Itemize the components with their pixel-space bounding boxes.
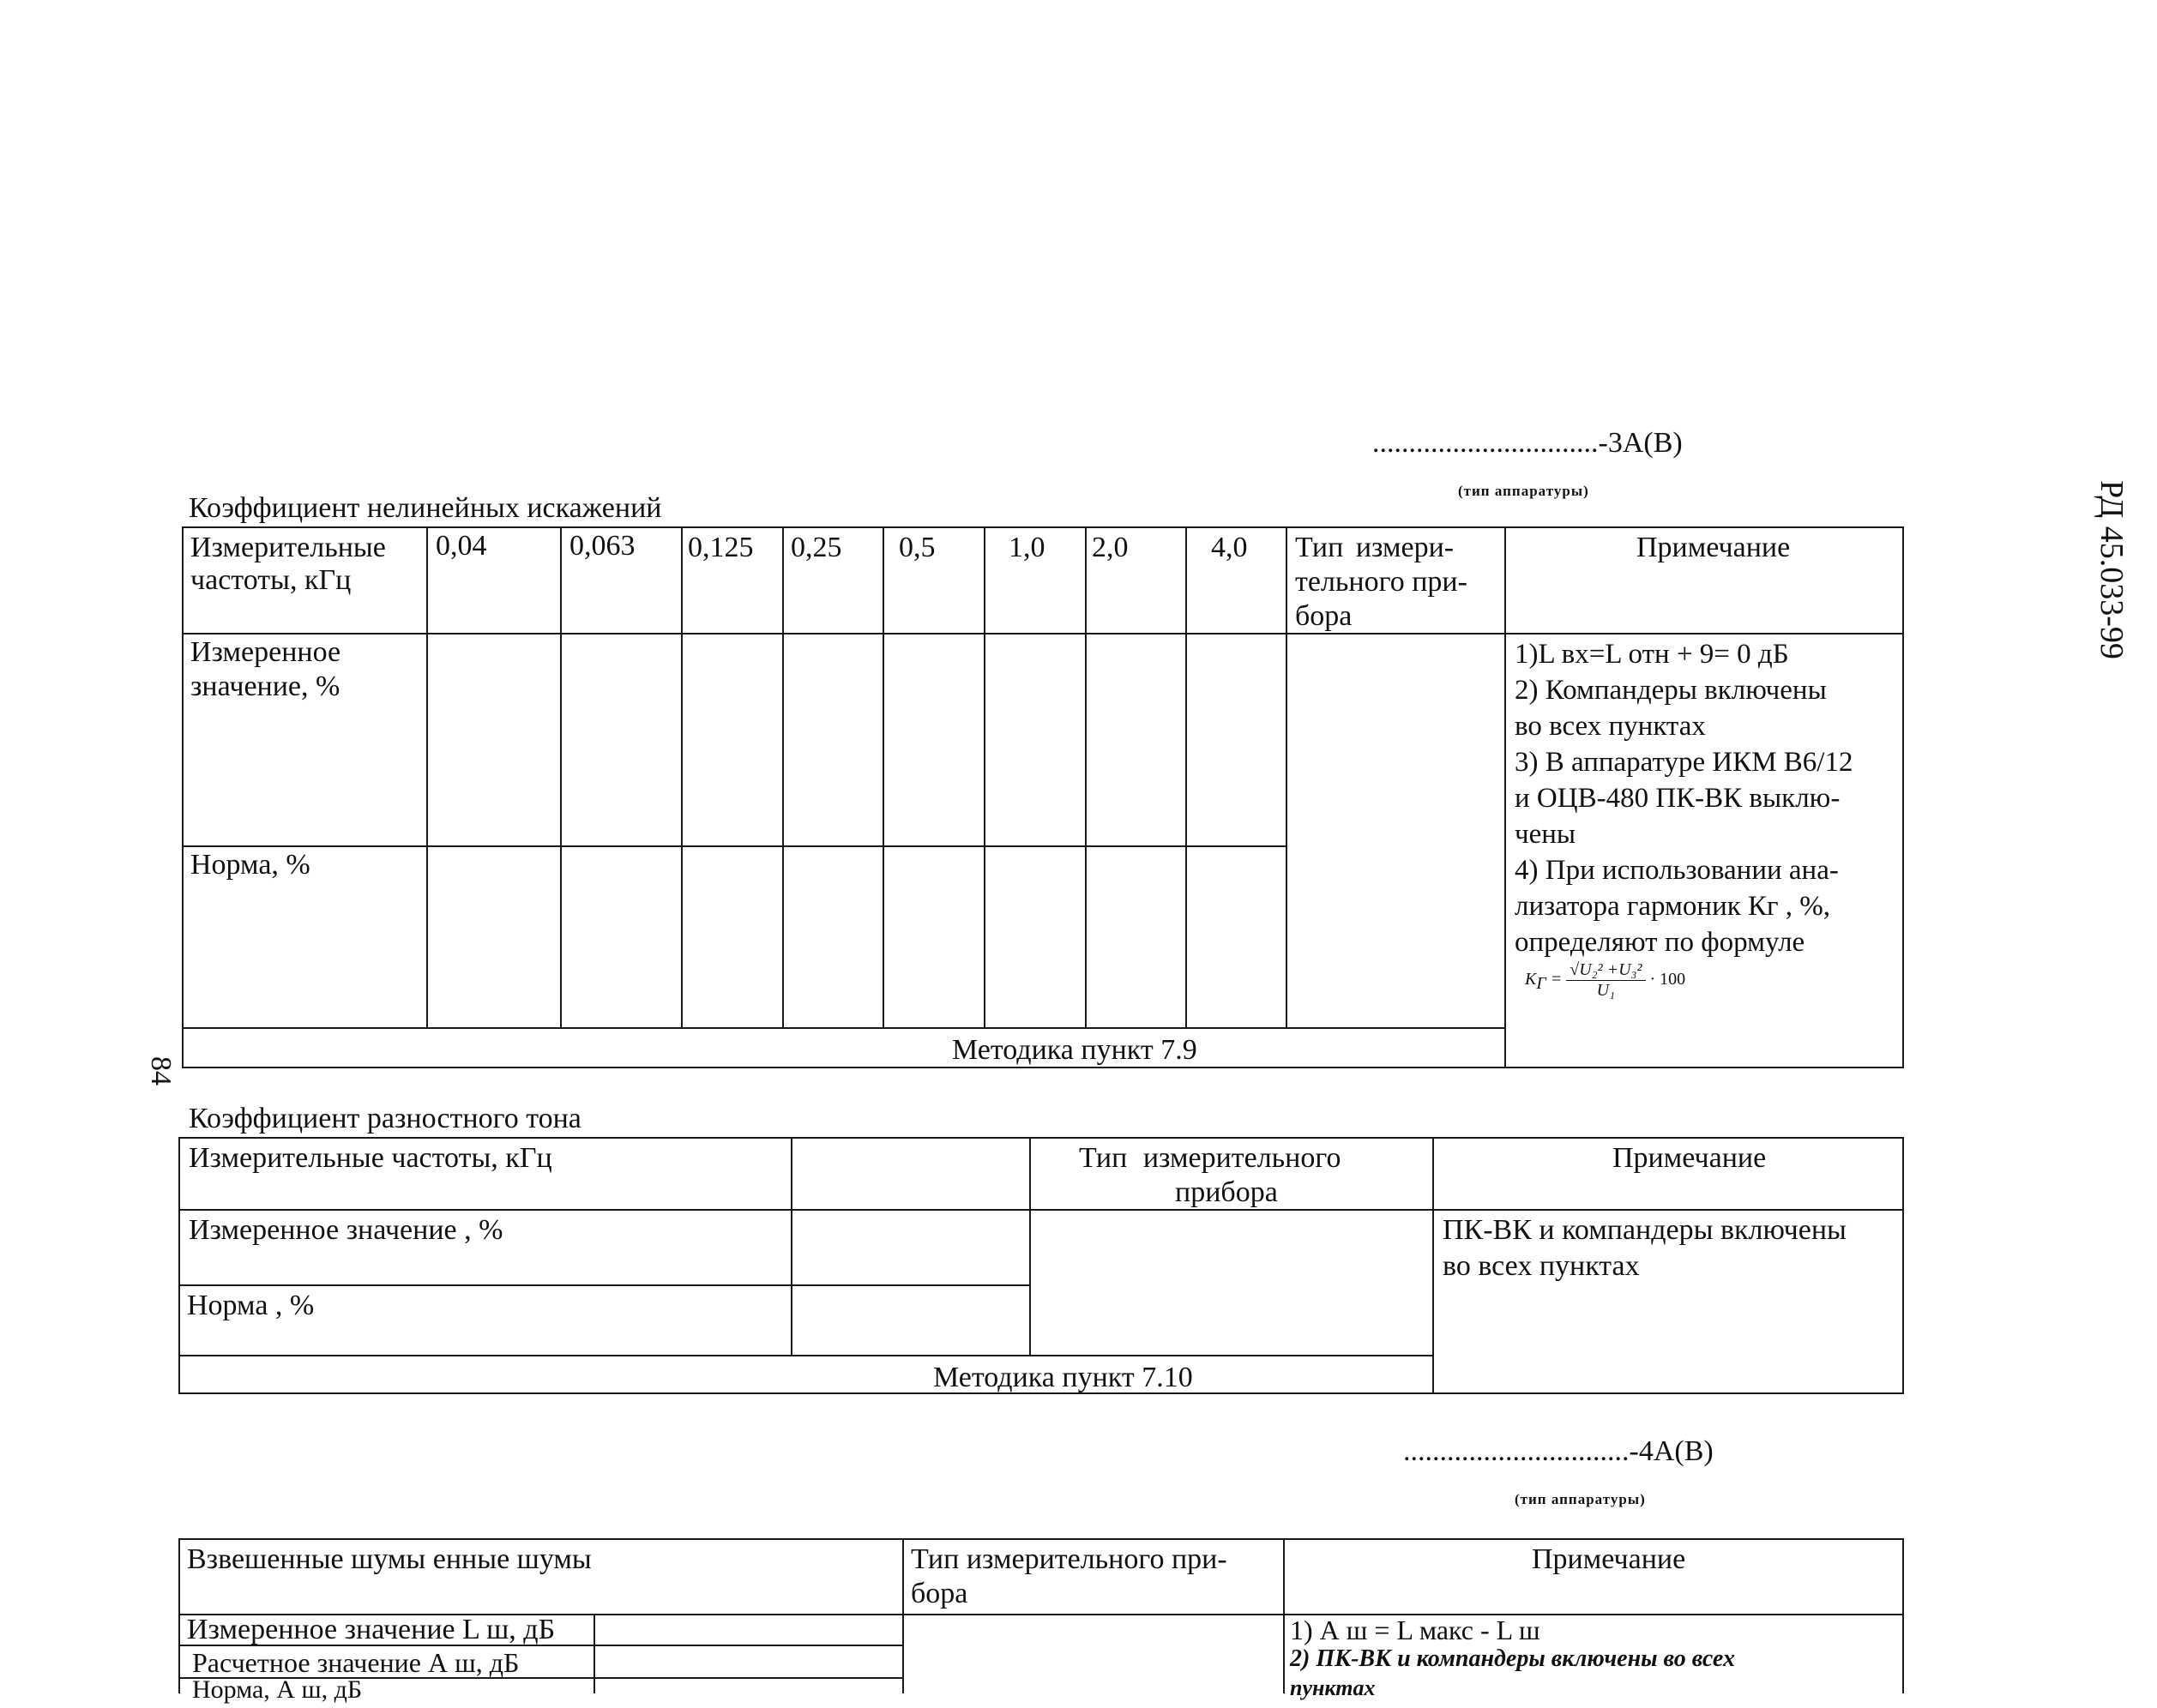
table2-title: Коэффициент разностного тона [189,1103,581,1134]
t1-device-3: бора [1295,600,1353,632]
t1-freq-7: 4,0 [1211,532,1248,563]
t1-measured-1: Измеренное [190,636,341,668]
page-number: 84 [145,1056,177,1086]
t1-note-3c: чены [1515,819,1576,850]
t1-methodology: Методика пункт 7.9 [952,1034,1197,1066]
t2-device-1: Тип измерительного [1079,1142,1341,1174]
t1-freq-0: 0,04 [436,530,487,562]
t1-note-2b: во всех пунктах [1515,711,1706,742]
t3-calc-label: Расчетное значение А ш, дБ [192,1647,520,1678]
t1-norm-label: Норма, % [190,849,310,881]
t1-freq-1: 0,063 [569,530,636,562]
t1-freq-2: 0,125 [688,532,754,563]
t1-device-2: тельного при- [1295,566,1467,598]
t1-device-1: Тип измери- [1295,532,1455,563]
t1-note-3b: и ОЦВ-480 ПК-ВК выклю- [1515,783,1841,814]
t1-notes [1515,636,1897,960]
equipment-type-line-1: ...............................-3А(В) [1372,427,1683,459]
t2-freq-label: Измерительные частоты, кГц [189,1142,552,1174]
t1-freq-4: 0,5 [899,532,936,563]
t2-note-header: Примечание [1612,1142,1767,1174]
t2-note-1: ПК-ВК и компандеры включены [1443,1214,1847,1246]
t1-measured-2: значение, % [190,671,340,702]
t3-device-1: Тип измерительного при- [911,1543,1227,1575]
t3-note-3: пунктах [1290,1675,1376,1700]
equipment-type-caption-2: (тип аппаратуры) [1515,1491,1646,1507]
t2-note-2: во всех пунктах [1443,1250,1640,1282]
t3-device-2: бора [911,1578,968,1609]
t1-note-4c: определяют по формуле [1515,927,1805,958]
t1-freq-label-2: частоты, кГц [190,564,352,596]
t3-norm-label: Норма, А ш, дБ [192,1675,363,1704]
t2-measured-label: Измеренное значение , % [189,1214,503,1246]
t1-freq-label-1: Измерительные [190,532,386,563]
t1-freq-5: 1,0 [1009,532,1045,563]
t2-device-2: прибора [1175,1176,1278,1208]
document-code: РД 45.033-99 [2094,480,2130,659]
t1-note-1: 1)L вх=L отн + 9= 0 дБ [1515,639,1789,670]
t3-title: Взвешенные шумы енные шумы [187,1543,592,1575]
equipment-type-caption-1: (тип аппаратуры) [1458,483,1589,499]
t3-note-1: 1) А ш = L макс - L ш [1290,1615,1540,1645]
t1-note-header: Примечание [1636,532,1791,563]
equipment-type-line-2: ...............................-4А(В) [1403,1435,1714,1467]
table1-title: Коэффициент нелинейных искажений [189,492,662,524]
t1-note-3a: 3) В аппаратуре ИКМ В6/12 [1515,747,1853,778]
t3-note-header: Примечание [1532,1543,1686,1575]
t2-methodology: Методика пункт 7.10 [933,1362,1193,1393]
t1-note-4a: 4) При использовании ана- [1515,855,1839,886]
t3-measured-label: Измеренное значение L ш, дБ [187,1614,556,1645]
t3-note-2: 2) ПК-ВК и компандеры включены во всех [1290,1645,1735,1672]
t1-note-2a: 2) Компандеры включены [1515,675,1827,706]
t1-freq-6: 2,0 [1092,532,1129,563]
t1-freq-3: 0,25 [791,532,842,563]
t2-norm-label: Норма , % [187,1290,315,1321]
harmonic-formula: $K_Г$ = $\frac{\text{√U₂² +U₃²}}{\text{U₁}}$ · 100 [1525,960,1686,1000]
t1-note-4b: лизатора гармоник Кг , %, [1515,891,1831,922]
